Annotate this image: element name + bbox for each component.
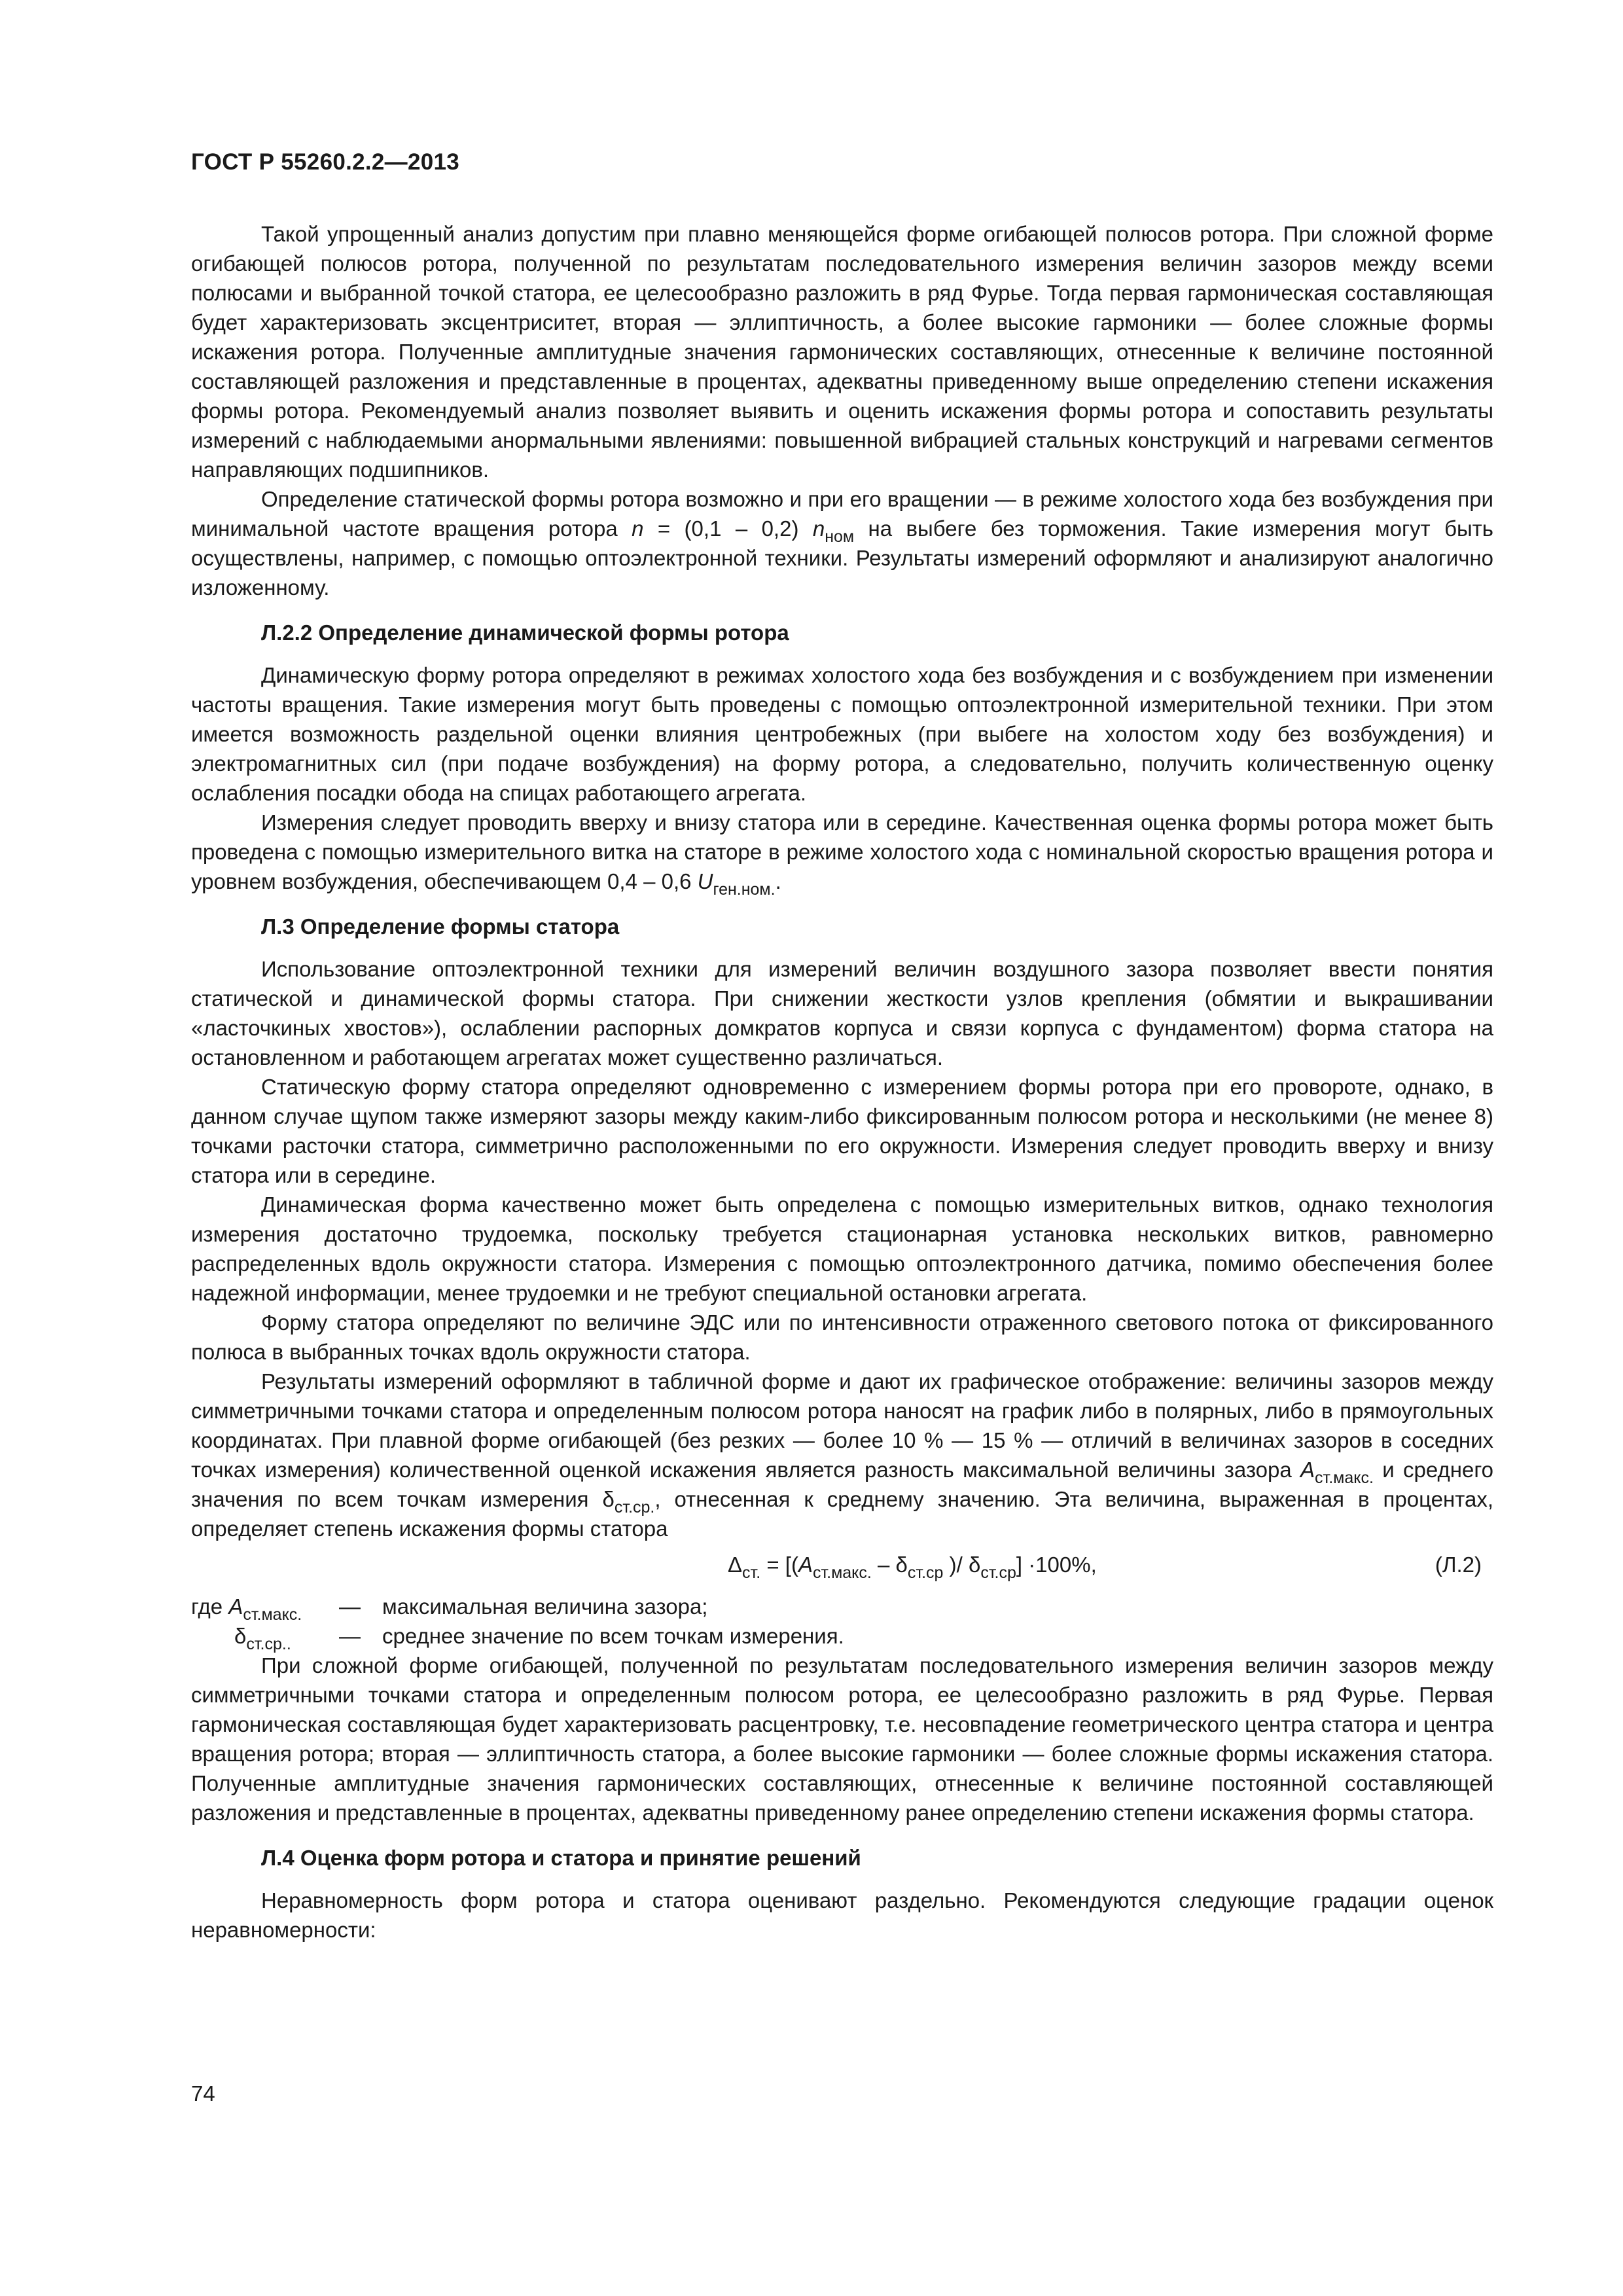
paragraph: Использование оптоэлектронной техники для измерений величин воздушного зазора позволяет ввести понятия статической и динамической формы статора. При снижении жесткости узлов крепления (обмятии и выкрашивании «ласточкиных хвостов»), ослаблении распорных домкратов корпуса и связи корпуса с фундаментом) форма статора на остановленном и работающем агрегатах может существенно различаться. — [191, 957, 1493, 1069]
formula-number: (Л.2) — [1435, 1552, 1482, 1577]
subscript: ст.ср — [980, 1564, 1016, 1582]
text-run: на выбеге без торможения. Такие измерения могут быть осуществлены, например, с помощью оптоэлектронной техники. Результаты измерений оформляют и анализируют аналогично изложенному. — [191, 516, 1493, 600]
legend-row — [191, 1592, 1493, 1624]
paragraph: Форму статора определяют по величине ЭДС или по интенсивности отраженного светового потока от фиксированного полюса в выбранных точках вдоль окружности статора. — [191, 1310, 1493, 1364]
text-run: Результаты измерений оформляют в табличной форме и дают их графическое отображение: величины зазоров между симметричными точками статора и определенным полюсом ротора наносят на график либо в полярных, либо в прямоугольных координатах. При плавной форме огибающей (без резких — более 10 % — 15 % — отличий в величинах зазоров в соседних точках измерения) количественной оценкой искажения является разность максимальной величины зазора — [191, 1369, 1493, 1482]
page-number: 74 — [191, 2081, 215, 2106]
standard-header: ГОСТ Р 55260.2.2—2013 — [191, 149, 460, 175]
subscript: ст.макс. — [812, 1564, 872, 1582]
text-run: и среднего значения по всем точкам измерения δ — [191, 1458, 1493, 1511]
formula — [728, 1550, 1097, 1582]
paragraph — [191, 484, 1493, 602]
legend-symbol — [234, 1621, 291, 1651]
math-variable: n — [812, 516, 825, 541]
legend-dash: — — [339, 1594, 361, 1619]
subscript: ст. — [742, 1564, 761, 1582]
formula-row — [191, 1550, 1493, 1583]
text-run: = [( — [760, 1552, 798, 1577]
paragraph: Неравномерность форм ротора и статора оценивают раздельно. Рекомендуются следующие градации оценок неравномерности: — [191, 1888, 1493, 1942]
subscript: ном — [825, 528, 855, 546]
text-run: , отнесенная к среднему значению. Эта величина, выраженная в процентах, определяет степень искажения формы статора — [191, 1487, 1493, 1541]
legend-symbol — [191, 1592, 302, 1624]
text-run: )/ δ — [943, 1552, 981, 1577]
section-heading: Л.3 Определение формы статора — [261, 914, 620, 939]
text-run: = (0,1 – 0,2) — [643, 516, 813, 541]
text-run: δ — [234, 1624, 247, 1648]
section-heading: Л.4 Оценка форм ротора и статора и принятие решений — [261, 1846, 861, 1870]
text-run: Измерения следует проводить вверху и внизу статора или в середине. Качественная оценка формы ротора может быть проведена с помощью измерительного витка на статоре в режиме холостого хода с номинальной скоростью вращения ротора и уровнем возбуждения, обеспечивающем 0,4 – 0,6 — [191, 810, 1493, 893]
legend-lead: где — [191, 1594, 229, 1619]
math-variable: A — [798, 1552, 813, 1577]
text-run: – δ — [871, 1552, 908, 1577]
math-variable: A — [228, 1594, 243, 1619]
subscript: ген.ном. — [713, 880, 776, 899]
paragraph — [191, 808, 1493, 899]
math-variable: U — [697, 869, 713, 893]
subscript: ст.ср — [907, 1564, 944, 1582]
document-body — [191, 219, 1493, 1945]
paragraph — [191, 1367, 1493, 1543]
paragraph: Статическую форму статора определяют одновременно с измерением формы ротора при его провороте, однако, в данном случае щупом также измеряют зазоры между каким-либо фиксированным полюсом ротора и несколькими (не менее 8) точками расточки статора, симметрично расположенными по его окружности. Измерения следует проводить вверху и внизу статора или в середине. — [191, 1075, 1493, 1187]
paragraph: Динамическая форма качественно может быть определена с помощью измерительных витков, однако технология измерения достаточно трудоемка, поскольку требуется стационарная установка нескольких витков, равномерно распределенных вдоль окружности статора. Измерения с помощью оптоэлектронного датчика, помимо обеспечения более надежной информации, менее трудоемки и не требуют специальной остановки агрегата. — [191, 1193, 1493, 1305]
text-run: Δ — [728, 1552, 743, 1577]
subscript: ст.ср. — [614, 1498, 655, 1516]
subscript: ст.макс. — [243, 1605, 302, 1624]
legend-description: максимальная величина зазора; — [382, 1594, 708, 1619]
legend-dash: — — [339, 1624, 361, 1648]
text-run: ] ·100%, — [1016, 1552, 1097, 1577]
text-run: . — [775, 869, 781, 893]
section-heading: Л.2.2 Определение динамической формы ротора — [261, 620, 789, 645]
paragraph: Динамическую форму ротора определяют в режимах холостого хода без возбуждения и с возбуждением при изменении частоты вращения. Такие измерения могут быть проведены с помощью оптоэлектронной измерительной техники. При этом имеется возможность раздельной оценки влияния центробежных (при выбеге на холостом ходу без возбуждения) и электромагнитных сил (при подаче возбуждения) на форму ротора, а следовательно, получить количественную оценку ослабления посадки обода на спицах работающего агрегата. — [191, 663, 1493, 805]
legend-row — [191, 1621, 1493, 1651]
math-variable: A — [1300, 1458, 1315, 1482]
subscript: ст.ср.. — [246, 1635, 291, 1653]
subscript: ст.макс. — [1315, 1469, 1374, 1487]
text-run: Определение статической формы ротора возможно и при его вращении — в режиме холостого хода без возбуждения при минимальной частоте вращения ротора — [191, 487, 1493, 541]
paragraph: При сложной форме огибающей, полученной по результатам последовательного измерения величин зазоров между симметричными точками статора и определенным полюсом ротора, ее целесообразно разложить в ряд Фурье. Первая гармоническая составляющая будет характеризовать расцентровку, т.е. несовпадение геометрического центра статора и центра вращения ротора; вторая — эллиптичность статора, а более высокие гармоники — более сложные формы искажения статора. Полученные амплитудные значения гармонических составляющих, отнесенные к величине постоянной составляющей разложения и представленные в процентах, адекватны приведенному ранее определению степени искажения формы статора. — [191, 1653, 1493, 1825]
math-variable: n — [632, 516, 644, 541]
legend-description: среднее значение по всем точкам измерения. — [382, 1624, 844, 1648]
paragraph: Такой упрощенный анализ допустим при плавно меняющейся форме огибающей полюсов ротора. При сложной форме огибающей полюсов ротора, полученной по результатам последовательного измерения величин зазоров между всеми полюсами и выбранной точкой статора, ее целесообразно разложить в ряд Фурье. Тогда первая гармоническая составляющая будет характеризовать эксцентриситет, вторая — эллиптичность, а более высокие гармоники — более сложные формы искажения ротора. Полученные амплитудные значения гармонических составляющих, отнесенные к величине постоянной составляющей разложения и представленные в процентах, адекватны приведенному выше определению степени искажения формы ротора. Рекомендуемый анализ позволяет выявить и оценить искажения формы ротора и сопоставить результаты измерений с наблюдаемыми анормальными явлениями: повышенной вибрацией стальных конструкций и нагревами сегментов направляющих подшипников. — [191, 222, 1493, 482]
